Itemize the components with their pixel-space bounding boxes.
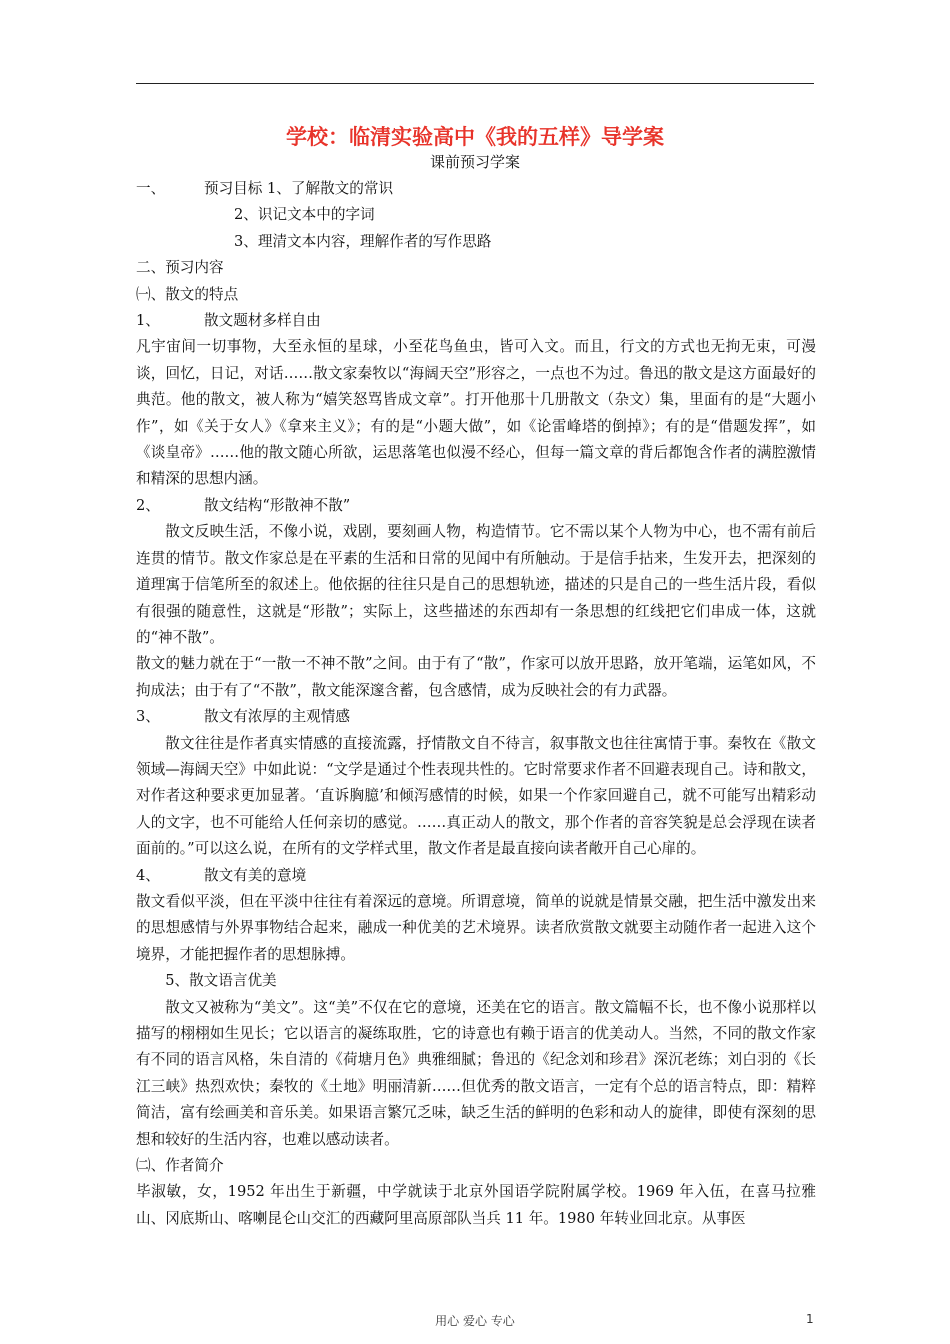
document-body bbox=[136, 176, 816, 1232]
point-5-body: 散文又被称为“美文”。这“美”不仅在它的意境，还美在它的语言。散文篇幅不长，也不像小说那样以描写的栩栩如生见长；它以语言的凝练取胜，它的诗意也有赖于语言的优美动人。当然，不同的散文作家有不同的语言风格，朱自清的《荷塘月色》典雅细腻；鲁迅的《纪念刘和珍君》深沉老练；刘白羽的《长江三峡》热烈欢快；秦牧的《土地》明丽清新……但优秀的散文语言，一定有个总的语言特点，即：精粹简洁，富有绘画美和音乐美。如果语言繁冗乏味，缺乏生活的鲜明的色彩和动人的旋律，即使有深刻的思想和较好的生活内容，也难以感动读者。 bbox=[136, 998, 816, 1148]
point-2-body-2: 散文的魅力就在于“一散一不神不散”之间。由于有了“散”，作家可以放开思路，放开笔端，运笔如风，不拘成法；由于有了“不散”，散文能深邃含蓄，包含感情，成为反映社会的有力武器。 bbox=[136, 655, 816, 699]
point-4-title: 散文有美的意境 bbox=[204, 866, 307, 884]
point-2-heading bbox=[136, 493, 816, 519]
point-2-title: 散文结构“形散神不散” bbox=[204, 496, 351, 514]
point-3-body: 散文往往是作者真实情感的直接流露，抒情散文自不待言，叙事散文也往往寓情于事。秦牧在《散文领域—海阔天空》中如此说：“文学是通过个性表现共性的。它时常要求作者不回避表现自己。诗和散文，对作者这种要求更加显著。‘直诉胸臆’和倾泻感情的时候，如果一个作家回避自己，就不可能写出精彩动人的文字，也不可能给人任何亲切的感觉。……真正动人的散文，那个作者的音容笑貌是总会浮现在读者面前的。”可以这么说，在所有的文学样式里，散文作者是最直接向读者敞开自己心扉的。 bbox=[136, 734, 816, 858]
section-heading-2: 二、预习内容 bbox=[136, 259, 224, 277]
footer-motto: 用心 爱心 专心 bbox=[435, 1314, 515, 1328]
point-4-number: 4、 bbox=[136, 866, 160, 884]
point-5-heading: 5、散文语言优美 bbox=[165, 972, 277, 990]
goals-number: 一、 bbox=[136, 180, 166, 197]
point-2-body: 散文反映生活，不像小说，戏剧，要刻画人物，构造情节。它不需以某个人物为中心，也不需有前后连贯的情节。散文作家总是在平素的生活和日常的见闻中有所触动。于是信手拈来，生发开去，把深刻的道理寓于信笔所至的叙述上。他依据的往往只是自己的思想轨迹，描述的只是自己的一些生活片段，看似有很强的随意性，这就是“形散”；实际上，这些描述的东西却有一条思想的红线把它们串成一体，这就的“神不散”。 bbox=[136, 523, 816, 646]
point-3-number: 3、 bbox=[136, 708, 160, 726]
header-rule bbox=[136, 83, 814, 84]
page-title: 学校：临清实验高中《我的五样》导学案 bbox=[286, 124, 664, 149]
point-2-number: 2、 bbox=[136, 496, 160, 514]
page-number: 1 bbox=[806, 1312, 814, 1326]
goal-item-2: 2、识记文本中的字词 bbox=[234, 206, 375, 224]
point-1-heading bbox=[136, 308, 816, 334]
point-3-heading bbox=[136, 704, 816, 730]
author-intro: 毕淑敏，女，1952 年出生于新疆，中学就读于北京外国语学院附属学校。1969 年入伍，在喜马拉雅山、冈底斯山、喀喇昆仑山交汇的西藏阿里高原部队当兵 11 年。1980 年转业回北京。从事医 bbox=[136, 1183, 816, 1227]
point-4-heading bbox=[136, 863, 816, 889]
point-4-body: 散文看似平淡，但在平淡中往往有着深远的意境。所谓意境，简单的说就是情景交融，把生活中激发出来的思想感情与外界事物结合起来，融成一种优美的艺术境界。读者欣赏散文就要主动随作者一起进入这个境界，才能把握作者的思想脉搏。 bbox=[136, 892, 816, 963]
subsection-heading-2: ㈡、作者简介 bbox=[136, 1157, 224, 1175]
goal-item-3: 3、理清文本内容，理解作者的写作思路 bbox=[234, 232, 492, 250]
point-1-body: 凡宇宙间一切事物，大至永恒的星球，小至花鸟鱼虫，皆可入文。而且，行文的方式也无拘无束，可漫谈，回忆，日记，对话……散文家秦牧以“海阔天空”形容之，一点也不为过。鲁迅的散文是这方面最好的典范。他的散文，被人称为“嬉笑怒骂皆成文章”。打开他那十几册散文（杂文）集，里面有的是“大题小作”，如《关于女人》《拿来主义》；有的是“小题大做”，如《论雷峰塔的倒掉》；有的是“借题发挥”，如《谈皇帝》……他的散文随心所欲，运思落笔也似漫不经心，但每一篇文章的背后都饱含作者的满腔激情和精深的思想内涵。 bbox=[136, 338, 816, 488]
goals-heading bbox=[136, 176, 816, 202]
point-1-title: 散文题材多样自由 bbox=[204, 312, 321, 330]
goals-label: 预习目标 1、了解散文的常识 bbox=[204, 180, 394, 197]
page-subtitle: 课前预习学案 bbox=[429, 153, 520, 171]
point-1-number: 1、 bbox=[136, 312, 160, 330]
subsection-heading-1: ㈠、散文的特点 bbox=[136, 285, 239, 303]
point-3-title: 散文有浓厚的主观情感 bbox=[204, 708, 350, 726]
